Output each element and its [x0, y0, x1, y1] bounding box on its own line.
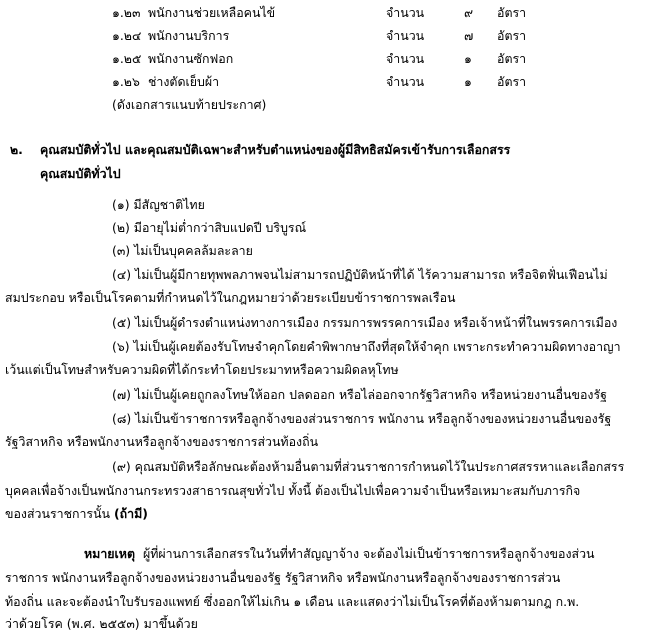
qualification-item: (๔) ไม่เป็นผู้มีกายทุพพลภาพจนไม่สามารถปฏิบัติหน้าที่ได้ ไร้ความสามารถ หรือจิตฟั่นเฟือนไม่: [112, 267, 608, 282]
position-row: [0, 50, 658, 68]
qualification-item: (๖) ไม่เป็นผู้เคยต้องรับโทษจำคุกโดยคำพิพากษาถึงที่สุดให้จำคุก เพราะกระทำความผิดทางอาญา: [112, 339, 621, 354]
section-heading: คุณสมบัติทั่วไป และคุณสมบัติเฉพาะสำหรับตำแหน่งของผู้มีสิทธิสมัครเข้ารับการเลือกสรร: [40, 142, 511, 157]
position-title: ช่างตัดเย็บผ้า: [148, 74, 220, 89]
qualification-item: (๘) ไม่เป็นข้าราชการหรือลูกจ้างของส่วนราชการ พนักงาน หรือลูกจ้างของหน่วยงานอื่นของรัฐ: [112, 411, 612, 426]
qualification-item-continued: [5, 505, 148, 523]
position-count: ๗: [464, 28, 474, 43]
position-count: ๙: [464, 5, 474, 20]
position-number: ๑.๒๔: [112, 28, 142, 43]
qualification-item: (๑) มีสัญชาติไทย: [112, 197, 205, 212]
position-count-label: จำนวน: [386, 5, 425, 20]
position-count: ๑: [464, 74, 472, 89]
position-title: พนักงานช่วยเหลือคนไข้: [148, 5, 276, 20]
remark-text: ผู้ที่ผ่านการเลือกสรรในวันที่ทำสัญญาจ้าง จะต้องไม่เป็นข้าราชการหรือลูกจ้างของส่วน: [142, 546, 595, 561]
position-unit: อัตรา: [497, 5, 527, 20]
optional-marker: (ถ้ามี): [113, 506, 148, 521]
qualification-item: (๒) มีอายุไม่ต่ำกว่าสิบแปดปี บริบูรณ์: [112, 220, 307, 235]
remark-first-line: [84, 545, 595, 563]
position-row: [0, 4, 658, 22]
position-number: ๑.๒๕: [112, 51, 142, 66]
remark-line: ราชการ พนักงานหรือลูกจ้างของหน่วยงานอื่นของรัฐ รัฐวิสาหกิจ หรือพนักงานหรือลูกจ้างของราชการส่วน: [5, 570, 561, 585]
qualification-item: (๗) ไม่เป็นผู้เคยถูกลงโทษให้ออก ปลดออก หรือไล่ออกจากรัฐวิสาหกิจ หรือหน่วยงานอื่นของรัฐ: [112, 387, 607, 402]
qualification-item: (๕) ไม่เป็นผู้ดำรงตำแหน่งทางการเมือง กรรมการพรรคการเมือง หรือเจ้าหน้าที่ในพรรคการเมือง: [112, 315, 618, 330]
position-count-label: จำนวน: [386, 74, 425, 89]
position-unit: อัตรา: [497, 74, 527, 89]
position-number: ๑.๒๓: [112, 5, 141, 20]
position-title: พนักงานบริการ: [148, 28, 230, 43]
remark-line: ท้องถิ่น และจะต้องนำใบรับรองแพทย์ ซึ่งออกให้ไม่เกิน ๑ เดือน และแสดงว่าไม่เป็นโรคที่ต้องห้ามตามกฎ ก.พ.: [5, 594, 580, 609]
section-subheading: คุณสมบัติทั่วไป: [40, 166, 121, 181]
section-number: ๒.: [10, 142, 23, 157]
position-count: ๑: [464, 51, 472, 66]
qualification-item-continued: บุคคลเพื่อจ้างเป็นพนักงานกระทรวงสาธารณสุขทั่วไป ทั้งนี้ ต้องเป็นไปเพื่อความจำเป็นหรือเหมาะสมกับภารกิจ: [5, 483, 581, 498]
position-row: [0, 27, 658, 45]
remark-label: หมายเหตุ: [84, 546, 136, 561]
position-number: ๑.๒๖: [112, 74, 140, 89]
qualification-item: (๙) คุณสมบัติหรือลักษณะต้องห้ามอื่นตามที่ส่วนราชการกำหนดไว้ในประกาศสรรหาและเลือกสรร: [112, 459, 625, 474]
position-count-label: จำนวน: [386, 51, 425, 66]
position-row: [0, 73, 658, 91]
remark-line: ว่าด้วยโรค (พ.ศ. ๒๕๕๓) มาขึ้นด้วย: [5, 616, 198, 631]
qualification-text: ของส่วนราชการนั้น: [5, 506, 111, 521]
position-count-label: จำนวน: [386, 28, 425, 43]
position-unit: อัตรา: [497, 51, 527, 66]
position-title: พนักงานซักฟอก: [148, 51, 234, 66]
attachment-note: (ดังเอกสารแนบท้ายประกาศ): [112, 97, 267, 112]
qualification-item: (๓) ไม่เป็นบุคคลล้มละลาย: [112, 243, 253, 258]
position-unit: อัตรา: [497, 28, 527, 43]
qualification-item-continued: รัฐวิสาหกิจ หรือพนักงานหรือลูกจ้างของราชการส่วนท้องถิ่น: [5, 434, 319, 449]
qualification-item-continued: เว้นแต่เป็นโทษสำหรับความผิดที่ได้กระทำโดยประมาทหรือความผิดลหุโทษ: [5, 362, 399, 377]
qualification-item-continued: สมประกอบ หรือเป็นโรคตามที่กำหนดไว้ในกฎหมายว่าด้วยระเบียบข้าราชการพลเรือน: [5, 290, 456, 305]
